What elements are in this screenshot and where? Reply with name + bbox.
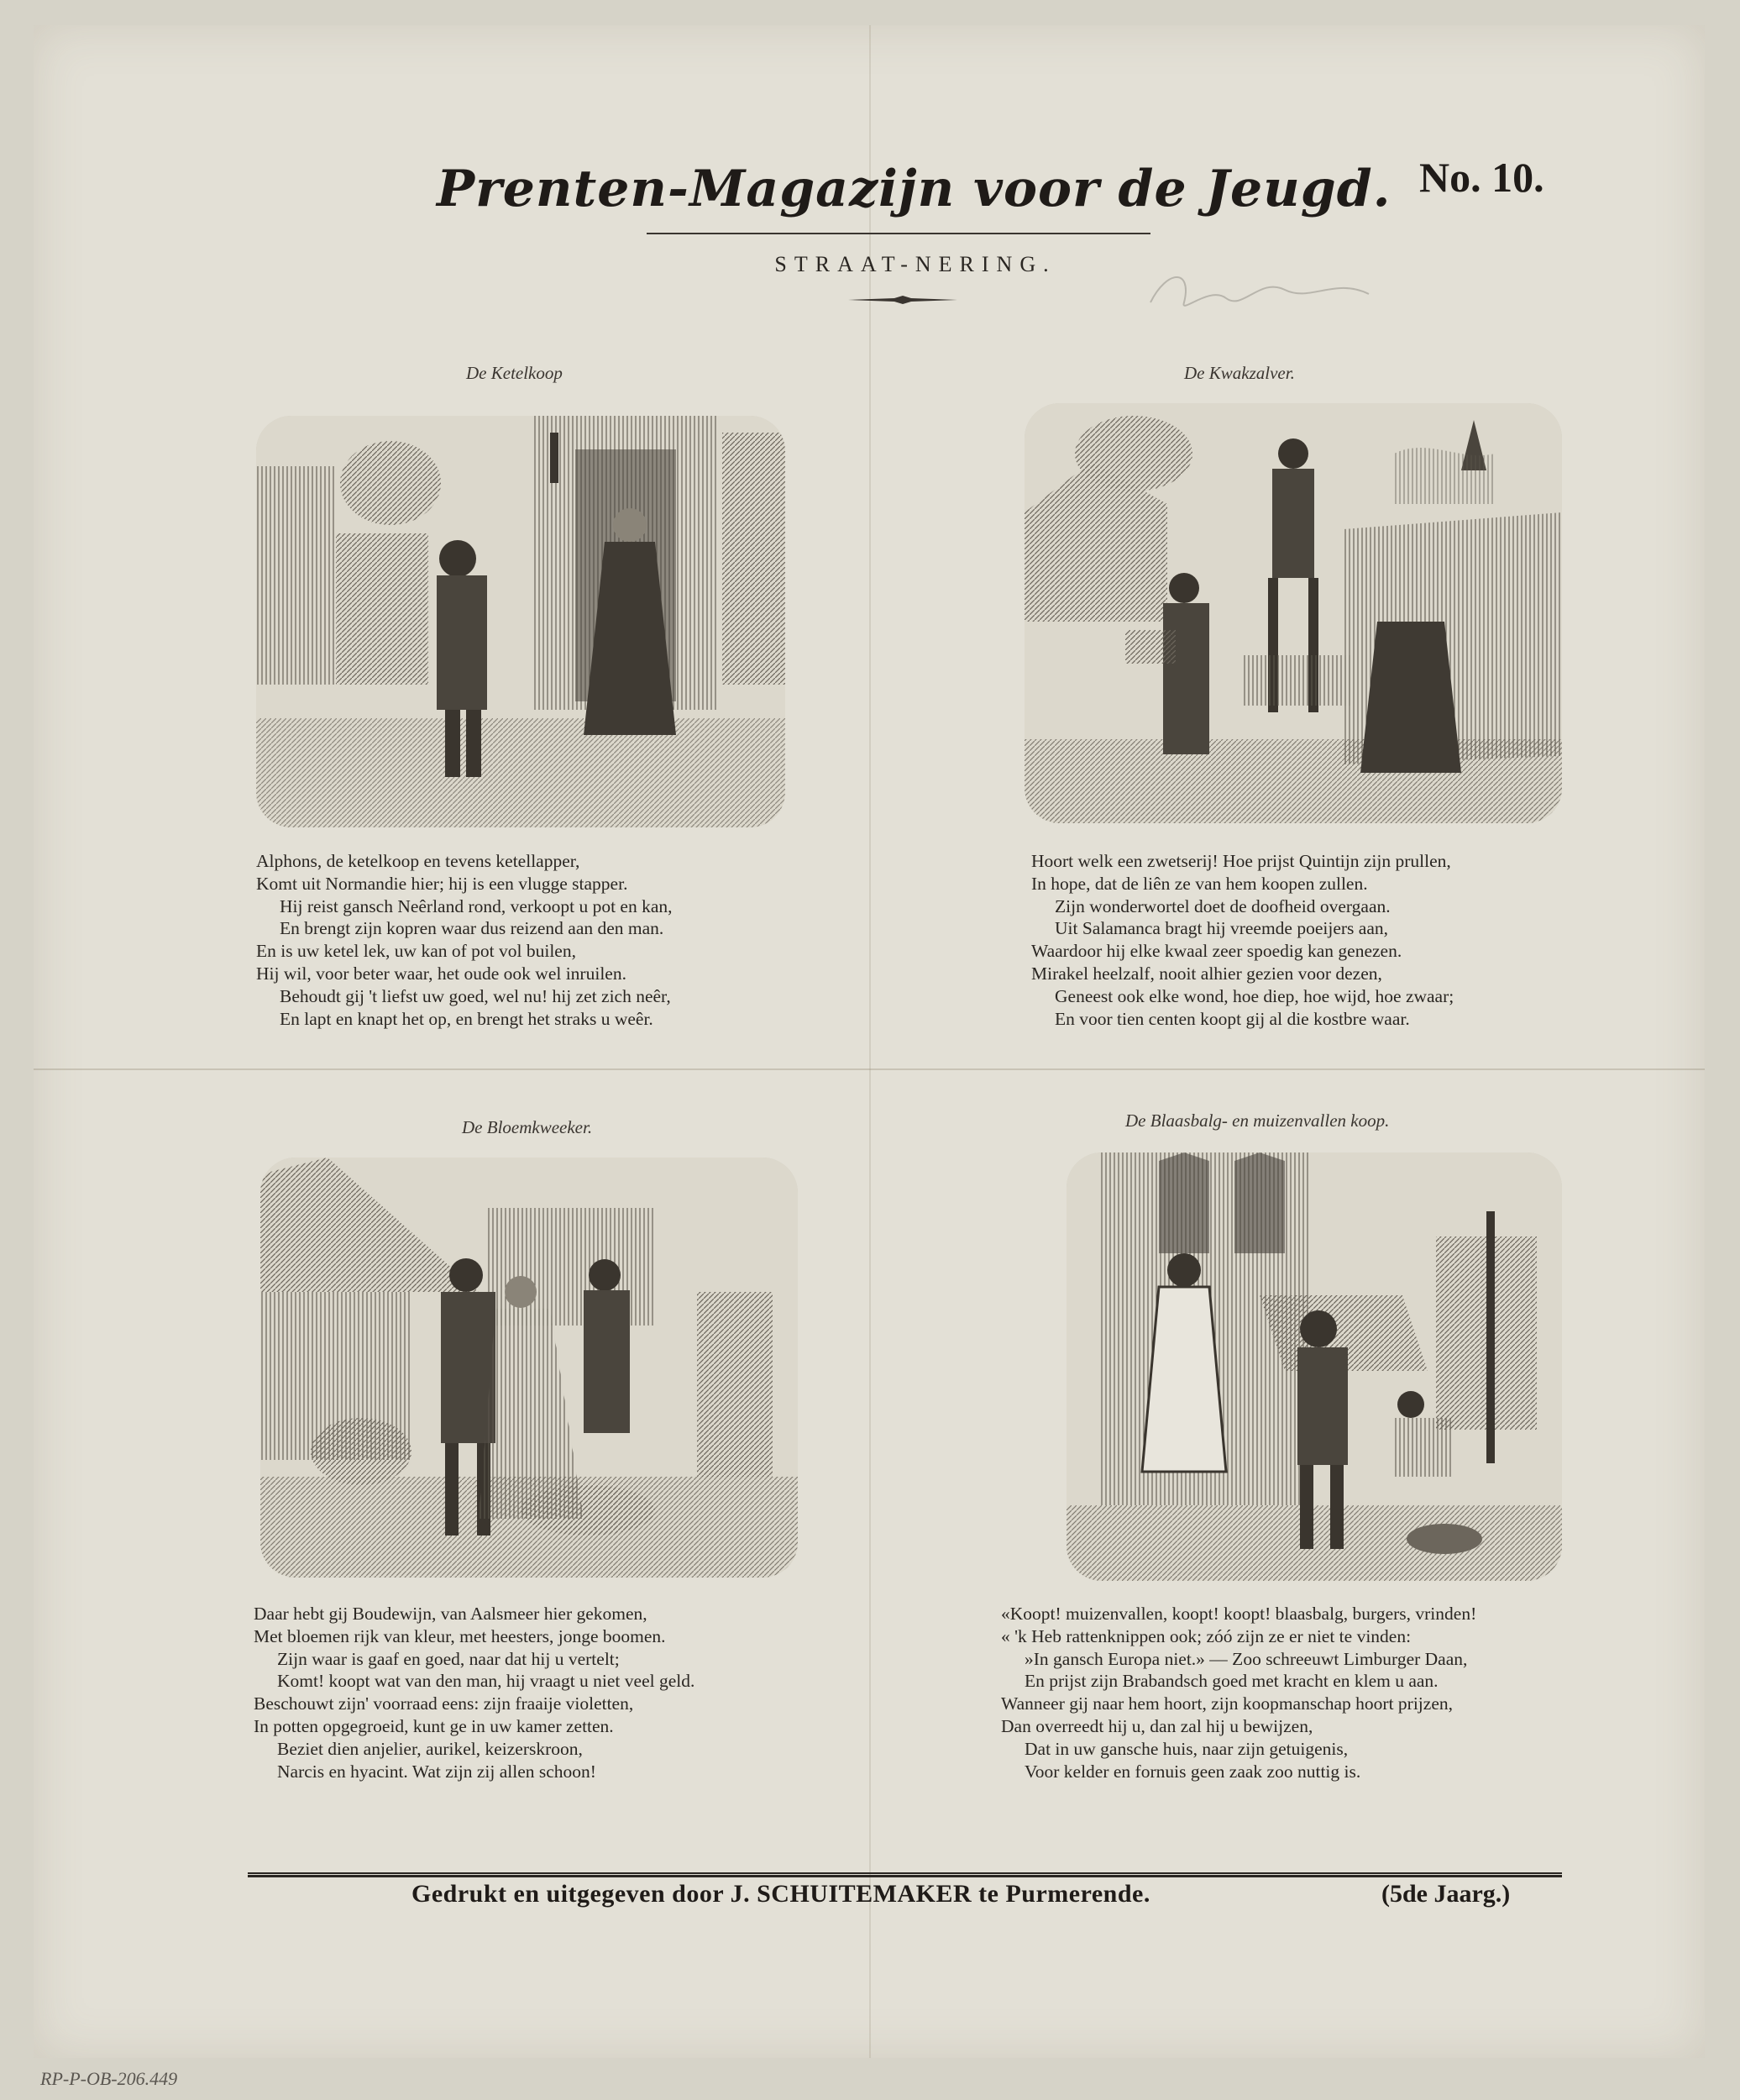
verse-line: « 'k Heb rattenknippen ook; zóó zijn ze er niet te vinden: [1001, 1625, 1412, 1646]
page-subtitle: STRAAT-NERING. [774, 252, 1056, 276]
verse-line: «Koopt! muizenvallen, koopt! koopt! blaasbalg, burgers, vrinden! [1001, 1604, 1477, 1624]
verse-line: Zijn waar is gaaf en goed, naar dat hij u vertelt; [277, 1648, 620, 1669]
verse-line: Dan overreedt hij u, dan zal hij u bewijzen, [1001, 1715, 1313, 1736]
verse-line: Hij reist gansch Neêrland rond, verkoopt u pot en kan, [280, 895, 673, 916]
issue-number: No. 10. [1419, 154, 1544, 201]
verse-line: Met bloemen rijk van kleur, met heesters, jonge boomen. [254, 1625, 666, 1646]
volume-year: (5de Jaarg.) [1381, 1880, 1511, 1908]
panel-2-caption: De Kwakzalver. [1184, 363, 1295, 383]
ornament-divider [848, 296, 957, 304]
verse-line: En prijst zijn Brabandsch goed met kracht en klem u aan. [1025, 1671, 1439, 1692]
verse-line: En voor tien centen koopt gij al die kostbre waar. [1055, 1008, 1410, 1029]
verse-line: Behoudt gij 't liefst uw goed, wel nu! hij zet zich neêr, [280, 985, 671, 1006]
panel-3-verse [254, 1603, 694, 1782]
panel-3-engraving [260, 1158, 798, 1578]
verse-line: Narcis en hyacint. Wat zijn zij allen schoon! [277, 1761, 596, 1782]
verse-line: Komt! koopt wat van den man, hij vraagt u niet veel geld. [277, 1671, 695, 1692]
panel-1-engraving [256, 416, 785, 827]
verse-line: Beziet dien anjelier, aurikel, keizerskroon, [277, 1738, 583, 1759]
fold-line-vertical [869, 25, 871, 2058]
verse-line: In potten opgegroeid, kunt ge in uw kamer zetten. [254, 1715, 614, 1736]
verse-line: In hope, dat de liên ze van hem koopen zullen. [1031, 873, 1368, 894]
panel-4-verse [1001, 1603, 1476, 1782]
verse-line: Hij wil, voor beter waar, het oude ook wel inruilen. [256, 963, 626, 984]
panel-1-verse [256, 850, 673, 1030]
verse-line: Uit Salamanca bragt hij vreemde poeijers aan, [1055, 918, 1388, 939]
verse-line: Beschouwt zijn' voorraad eens: zijn fraaije violetten, [254, 1693, 634, 1714]
inventory-mark: RP-P-OB-206.449 [40, 2068, 178, 2089]
verse-line: En is uw ketel lek, uw kan of pot vol builen, [256, 941, 576, 962]
verse-line: Hoort welk een zwetserij! Hoe prijst Quintijn zijn prullen, [1031, 851, 1451, 871]
title-rule [647, 233, 1150, 234]
verse-line: Mirakel heelzalf, nooit alhier gezien voor dezen, [1031, 963, 1382, 984]
verse-line: Komt uit Normandie hier; hij is een vlugge stapper. [256, 873, 628, 894]
verse-line: En brengt zijn kopren waar dus reizend aan den man. [280, 918, 664, 939]
verse-line: Zijn wonderwortel doet de doofheid overgaan. [1055, 895, 1391, 916]
verse-line: Voor kelder en fornuis geen zaak zoo nuttig is. [1025, 1761, 1361, 1782]
imprint: Gedrukt en uitgegeven door J. SCHUITEMAKER te Purmerende. [411, 1880, 1150, 1908]
page-title: Prenten-Magazijn voor de Jeugd. [437, 160, 1391, 218]
panel-4-caption: De Blaasbalg- en muizenvallen koop. [1125, 1110, 1390, 1131]
verse-line: Waardoor hij elke kwaal zeer spoedig kan genezen. [1031, 941, 1402, 962]
panel-2-verse [1031, 850, 1454, 1030]
panel-1-caption: De Ketelkoop [466, 363, 563, 383]
verse-line: En lapt en knapt het op, en brengt het straks u weêr. [280, 1008, 653, 1029]
verse-line: Daar hebt gij Boudewijn, van Aalsmeer hier gekomen, [254, 1604, 647, 1624]
verse-line: Wanneer gij naar hem hoort, zijn koopmanschap hoort prijzen, [1001, 1693, 1453, 1714]
panel-4-engraving [1067, 1152, 1562, 1581]
verse-line: Alphons, de ketelkoop en tevens ketellapper, [256, 851, 580, 871]
footer-rule [248, 1872, 1562, 1878]
verse-line: »In gansch Europa niet.» — Zoo schreeuwt Limburger Daan, [1025, 1648, 1468, 1669]
verse-line: Dat in uw gansche huis, naar zijn getuigenis, [1025, 1738, 1349, 1759]
panel-3-caption: De Bloemkweeker. [462, 1117, 593, 1137]
pencil-annotation [1142, 252, 1377, 328]
verse-line: Geneest ook elke wond, hoe diep, hoe wijd, hoe zwaar; [1055, 985, 1454, 1006]
panel-2-engraving [1025, 403, 1562, 823]
